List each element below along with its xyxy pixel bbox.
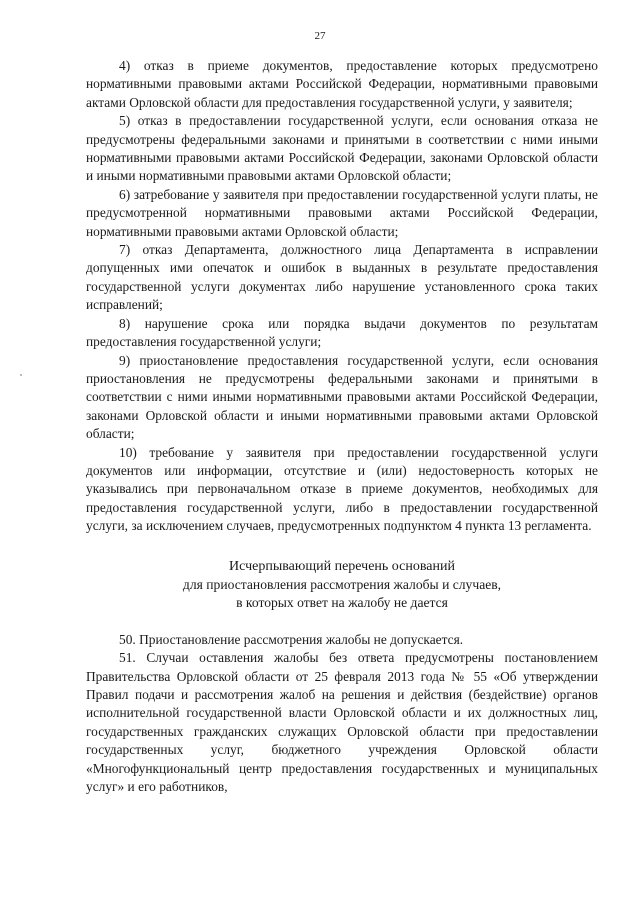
scan-speck bbox=[20, 374, 22, 376]
paragraph-50: 50. Приостановление рассмотрения жалобы не допускается. bbox=[119, 631, 464, 647]
list-item-5: 5) отказ в предоставлении государственной услуги, если основания отказа не предусмотрены федеральными законами и принятыми в соответствии с ними иными нормативными правовыми актами Российской Федерации, законами Орловской области и иными нормативными правовыми актами Орловской области; bbox=[86, 113, 598, 184]
paragraph-51: 51. Случаи оставления жалобы без ответа предусмотрены постановлением Правительства Орловской области от 25 февраля 2013 года № 55 «Об утверждении Правил подачи и рассмотрения жалоб на решения и действия (бездействие) органов исполнительной государственной власти Орловской области и их должностных лиц, государственных гражданских служащих Орловской области при предоставлении государственных услуг, бюджетного учреждения Орловской области «Многофункциональный центр предоставления государственных и муниципальных услуг» и его работников, bbox=[86, 650, 598, 795]
page-number: 27 bbox=[314, 30, 326, 42]
list-item-7: 7) отказ Департамента, должностного лица Департамента в исправлении допущенных ими опечаток и ошибок в выданных в результате предоставления государственной услуги документах либо нарушение установленного срока таких исправлений; bbox=[86, 242, 598, 313]
list-item-10: 10) требование у заявителя при предоставлении государственной услуги документов или информации, отсутствие и (или) недостоверность которых не указывались при первоначальном отказе в приеме документов, необходимых для предоставления государственной услуги, либо в предоставлении государственной услуги, за исключением случаев, предусмотренных подпунктом 4 пункта 13 регламента. bbox=[86, 444, 598, 534]
list-item-8: 8) нарушение срока или порядка выдачи документов по результатам предоставления государственной услуги; bbox=[86, 315, 598, 350]
document-body bbox=[86, 57, 598, 796]
list-item-6: 6) затребование у заявителя при предоставлении государственной услуги платы, не предусмотренной нормативными правовыми актами Российской Федерации, нормативными правовыми актами Орловской области; bbox=[86, 186, 598, 239]
section-heading bbox=[86, 558, 598, 613]
list-item-9: 9) приостановление предоставления государственной услуги, если основания приостановления не предусмотрены федеральными законами и принятыми в соответствии с ними иными нормативными правовыми актами Российской Федерации, законами Орловской области и иными нормативными правовыми актами Орловской области; bbox=[86, 352, 598, 442]
section-heading-line-2: для приостановления рассмотрения жалобы и случаев, bbox=[182, 576, 502, 592]
section-heading-line-3: в которых ответ на жалобу не дается bbox=[236, 595, 448, 611]
list-item-4: 4) отказ в приеме документов, предоставление которых предусмотрено нормативными правовыми актами Российской Федерации, нормативными правовыми актами Орловской области для предоставления государственной услуги, у заявителя; bbox=[86, 58, 598, 110]
section-heading-line-1: Исчерпывающий перечень оснований bbox=[229, 558, 455, 574]
